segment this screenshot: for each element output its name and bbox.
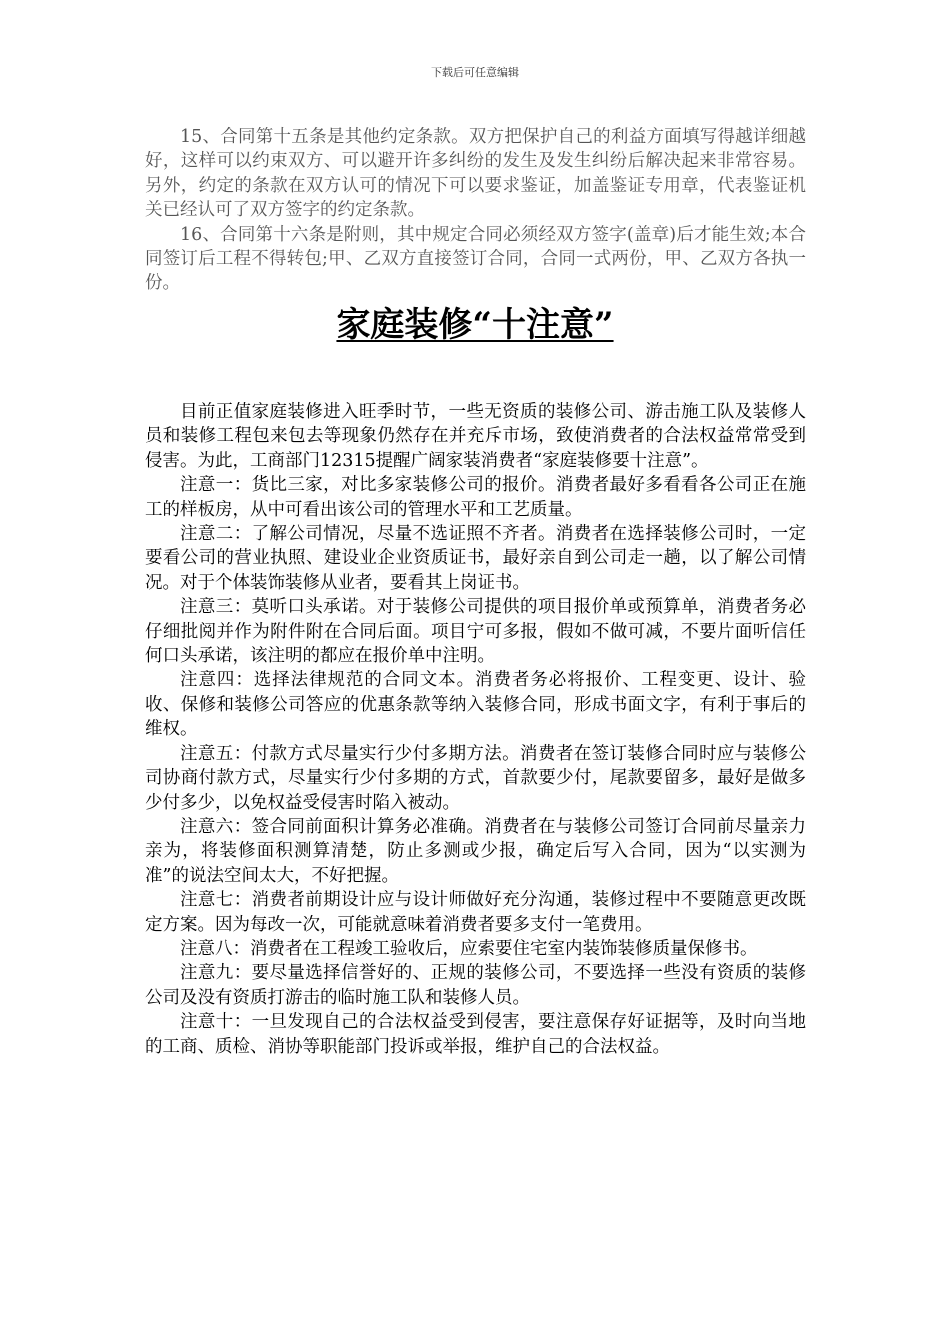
tip-9-paragraph: 注意九：要尽量选择信誉好的、正规的装修公司，不要选择一些没有资质的装修公司及没有资质打游击的临时施工队和装修人员。 [145, 963, 806, 1008]
tip-2-paragraph: 注意二：了解公司情况，尽量不选证照不齐者。消费者在选择装修公司时，一定要看公司的营业执照、建设业企业资质证书，最好亲自到公司走一趟，以了解公司情况。对于个体装饰装修从业者，要看其上岗证书。 [145, 524, 806, 593]
article-title-text: 家庭装修“十注意” [336, 305, 614, 345]
tip-4-paragraph: 注意四：选择法律规范的合同文本。消费者务必将报价、工程变更、设计、验收、保修和装修公司答应的优惠条款等纳入装修合同，形成书面文字，有利于事后的维权。 [145, 670, 806, 740]
tip-10-paragraph: 注意十：一旦发现自己的合法权益受到侵害，要注意保存好证据等，及时向当地的工商、质检、消协等职能部门投诉或举报，维护自己的合法权益。 [145, 1012, 806, 1057]
tip-5-paragraph: 注意五：付款方式尽量实行少付多期方法。消费者在签订装修合同时应与装修公司协商付款方式，尽量实行少付多期的方式，首款要少付，尾款要留多，最好是做多少付多少，以免权益受侵害时陷入被动。 [145, 743, 806, 813]
clause-16-paragraph: 16、合同第十六条是附则，其中规定合同必须经双方签字(盖章)后才能生效;本合同签订后工程不得转包;甲、乙双方直接签订合同，合同一式两份，甲、乙双方各执一份。 [145, 224, 806, 294]
tip-8-paragraph: 注意八：消费者在工程竣工验收后，应索要住宅室内装饰装修质量保修书。 [180, 938, 758, 959]
tip-7-paragraph: 注意七：消费者前期设计应与设计师做好充分沟通，装修过程中不要随意更改既定方案。因为每改一次，可能就意味着消费者要多支付一笔费用。 [145, 890, 806, 935]
tip-1-paragraph: 注意一：货比三家，对比多家装修公司的报价。消费者最好多看看各公司正在施工的样板房，从中可看出该公司的管理水平和工艺质量。 [145, 475, 806, 520]
article-title [0, 304, 950, 346]
tip-6-paragraph: 注意六：签合同前面积计算务必准确。消费者在与装修公司签订合同前尽量亲力亲为，将装修面积测算清楚，防止多测或少报，确定后写入合同，因为“以实测为准”的说法空间太大，不好把握。 [145, 816, 806, 886]
page-header-note: 下载后可任意编辑 [431, 66, 519, 79]
clause-15-paragraph: 15、合同第十五条是其他约定条款。双方把保护自己的利益方面填写得越详细越好，这样可以约束双方、可以避开许多纠纷的发生及发生纠纷后解决起来非常容易。另外，约定的条款在双方认可的情况下可以要求鉴证，加盖鉴证专用章，代表鉴证机关已经认可了双方签字的约定条款。 [145, 127, 806, 221]
tip-3-paragraph: 注意三：莫听口头承诺。对于装修公司提供的项目报价单或预算单，消费者务必仔细批阅并作为附件附在合同后面。项目宁可多报，假如不做可减，不要片面听信任何口头承诺，该注明的都应在报价单中注明。 [145, 597, 806, 667]
article-body [145, 400, 806, 1059]
intro-paragraph: 目前正值家庭装修进入旺季时节，一些无资质的装修公司、游击施工队及装修人员和装修工程包来包去等现象仍然存在并充斥市场，致使消费者的合法权益常常受到侵害。为此，工商部门12315提醒广阔家装消费者“家庭装修要十注意”。 [145, 402, 806, 471]
intro-section [145, 125, 806, 296]
